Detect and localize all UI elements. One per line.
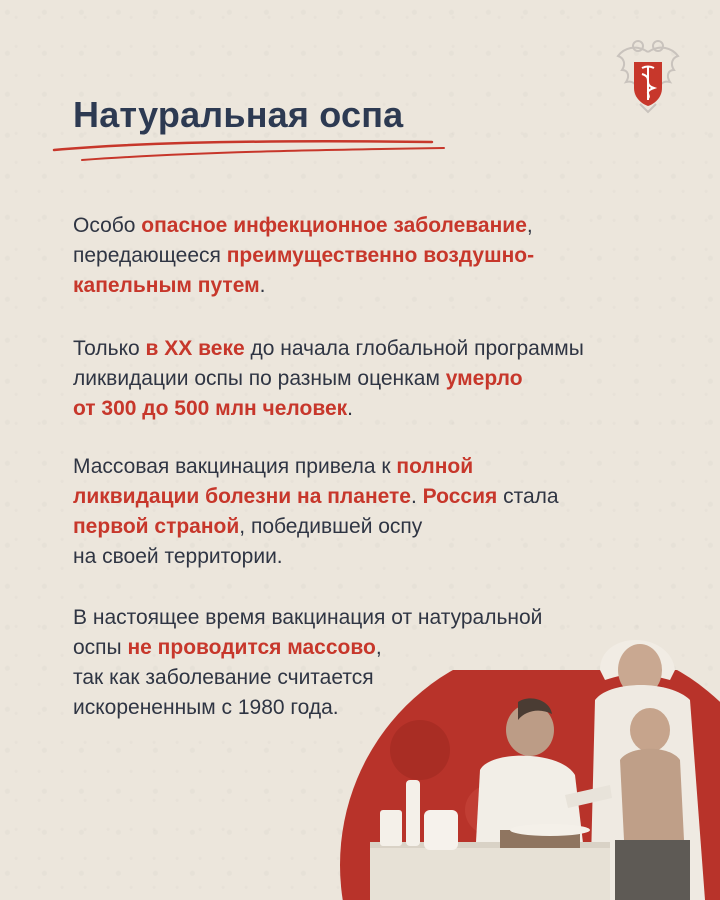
body-text: , победившей оспу xyxy=(239,515,423,538)
highlight-text: полной xyxy=(396,455,474,478)
highlight-text: в XX веке xyxy=(145,337,245,360)
body-text: Особо xyxy=(73,214,142,237)
coat-of-arms-caduceus-icon xyxy=(606,34,690,118)
highlight-text: не проводится массово xyxy=(127,636,376,659)
body-text: стала xyxy=(497,485,559,508)
highlight-text: первой страной xyxy=(73,515,240,538)
paragraph-history xyxy=(73,334,633,424)
body-text: В настоящее время вакцинация от натуральной xyxy=(73,606,543,629)
page-title: Натуральная оспа xyxy=(73,94,404,135)
body-text: . xyxy=(347,397,353,420)
highlight-text: от 300 до 500 млн человек xyxy=(73,397,348,420)
body-text: . xyxy=(259,274,266,297)
paragraph-eradication xyxy=(73,452,633,572)
body-text: Только xyxy=(73,337,146,360)
title-underline-stroke xyxy=(52,136,452,166)
highlight-text: капельным путем xyxy=(73,274,260,297)
body-text: . xyxy=(411,485,423,508)
historical-vaccination-photo xyxy=(340,610,720,900)
body-text: на своей территории. xyxy=(73,545,283,568)
highlight-text: преимущественно воздушно- xyxy=(226,244,535,267)
highlight-text: опасное инфекционное заболевание xyxy=(141,214,527,237)
body-text: ликвидации оспы по разным оценкам xyxy=(73,367,446,390)
body-text: до начала глобальной программы xyxy=(244,337,584,360)
body-text: Массовая вакцинация привела к xyxy=(73,455,397,478)
body-text: искорененным с 1980 года. xyxy=(73,696,339,719)
highlight-text: Россия xyxy=(422,485,498,508)
highlight-text: ликвидации болезни на планете xyxy=(73,485,411,508)
body-text: передающееся xyxy=(73,244,227,267)
paragraph-definition xyxy=(73,211,633,301)
body-text: , xyxy=(375,636,382,659)
body-text: так как заболевание считается xyxy=(73,666,374,689)
body-text: , xyxy=(526,214,533,237)
body-text: оспы xyxy=(73,636,128,659)
highlight-text: умерло xyxy=(445,367,523,390)
